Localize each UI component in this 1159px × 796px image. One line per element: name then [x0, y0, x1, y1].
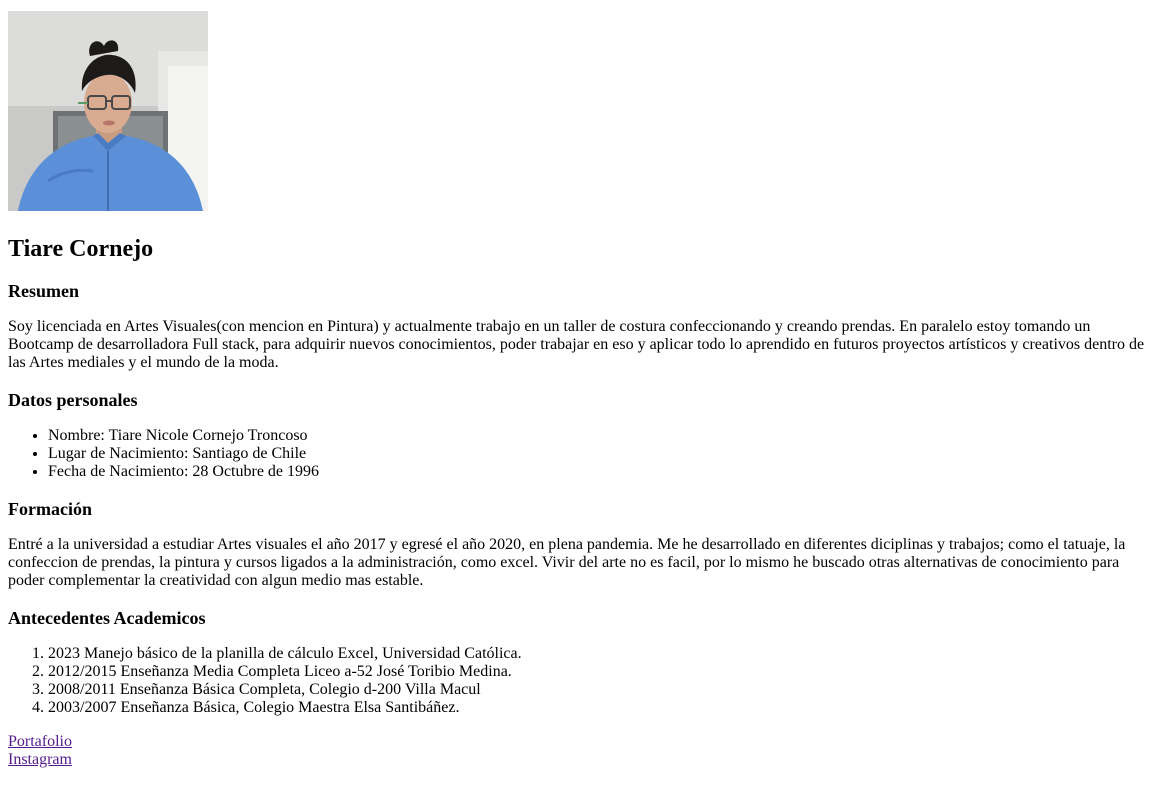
list-item: • Nombre: Tiare Nicole Cornejo Troncoso: [48, 427, 1151, 445]
section-heading-academicos: Antecedentes Academicos: [8, 608, 206, 628]
page-title: Tiare Cornejo: [8, 236, 154, 262]
section-heading-resumen: Resumen: [8, 281, 79, 301]
resumen-text: Soy licenciada en Artes Visuales(con mencion en Pintura) y actualmente trabajo en un taller de costura confeccionando y creando prendas. En paralelo estoy tomando un Bootcamp de desarrolladora Full stack, para adquirir nuevos conocimientos, poder trabajar en eso y aplicar todo lo aprendido en futuros proyectos artísticos y creativos dentro de las Artes mediales y el mundo de la moda.: [8, 318, 1145, 371]
profile-photo-illustration: [8, 11, 208, 211]
academic-list: [8, 645, 1151, 717]
personal-data-list: [8, 427, 1151, 481]
formacion-text: Entré a la universidad a estudiar Artes visuales el año 2017 y egresé el año 2020, en plena pandemia. Me he desarrollado en diferentes diciplinas y trabajos; como el tatuaje, la confeccion de prendas, la pintura y cursos ligados a la administración, como excel. Vivir del arte no es facil, por lo mismo he buscado otras alternativas de conocimiento para poder complementar la creatividad con algun medio mas estable.: [8, 536, 1126, 589]
list-item: 2. 2012/2015 Enseñanza Media Completa Liceo a-52 José Toribio Medina.: [48, 663, 1151, 681]
section-heading-datos: Datos personales: [8, 390, 138, 410]
links-group: [8, 733, 1151, 769]
list-item: 3. 2008/2011 Enseñanza Básica Completa, Colegio d-200 Villa Macul: [48, 681, 1151, 699]
section-heading-formacion: Formación: [8, 499, 92, 519]
list-item: • Lugar de Nacimiento: Santiago de Chile: [48, 445, 1151, 463]
profile-photo: [8, 11, 208, 211]
list-item: • Fecha de Nacimiento: 28 Octubre de 1996: [48, 463, 1151, 481]
list-item: 1. 2023 Manejo básico de la planilla de cálculo Excel, Universidad Católica.: [48, 645, 1151, 663]
instagram-link[interactable]: Instagram: [8, 751, 72, 768]
list-item: 4. 2003/2007 Enseñanza Básica, Colegio Maestra Elsa Santibáñez.: [48, 699, 1151, 717]
portfolio-link[interactable]: Portafolio: [8, 733, 72, 750]
